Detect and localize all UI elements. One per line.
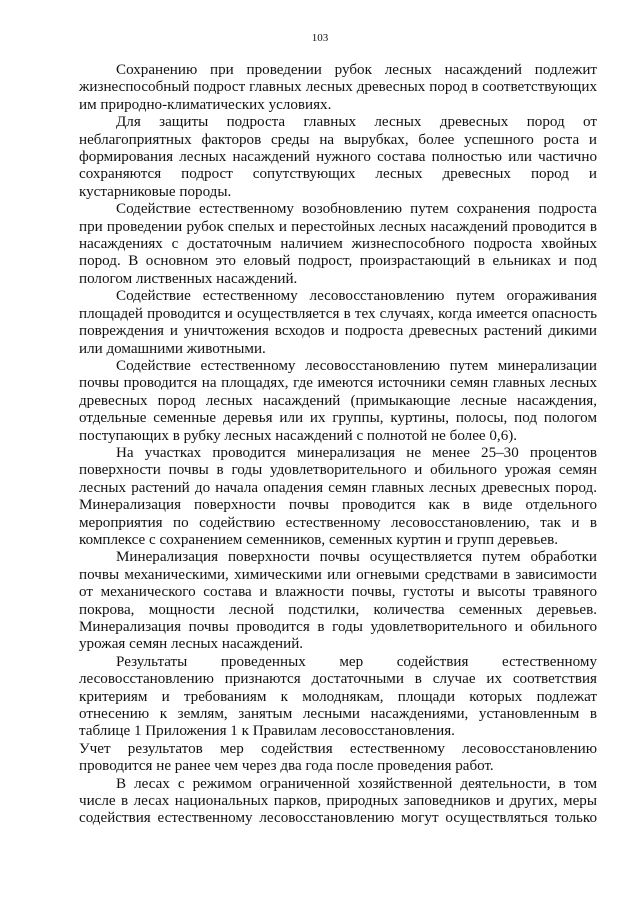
paragraph-6: На участках проводится минерализация не менее 25–30 процентов поверхности почвы в годы удовлетворительного и обильного урожая семян лесных растений до начала опадения семян главных лесных древесных пород. Минерализация поверхности почвы проводится как в виде отдельного мероприятия по содействию естественному лесовосстановлению, так и в комплексе с сохранением семенников, семенных куртин и групп деревьев. <box>79 444 597 548</box>
paragraph-1: Сохранению при проведении рубок лесных насаждений подлежит жизнеспособный подрост главных лесных древесных пород в соответствующих им природно-климатических условиях. <box>79 62 597 113</box>
paragraph-4: Содействие естественному лесовосстановлению путем огораживания площадей проводится и осуществляется в тех случаях, когда имеется опасность повреждения и уничтожения всходов и подроста древесных растений дикими или домашними животными. <box>79 288 597 357</box>
paragraph-3: Содействие естественному возобновлению путем сохранения подроста при проведении рубок спелых и перестойных лесных насаждений проводится в насаждениях с достаточным наличием жизнеспособного подроста хвойных пород. В основном это еловый подрост, произрастающий в ельниках и под пологом лиственных насаждений. <box>79 201 597 287</box>
document-body <box>79 62 597 828</box>
paragraph-7: Минерализация поверхности почвы осуществляется путем обработки почвы механическими, химическими или огневыми средствами в зависимости от механического состава и влажности почвы, густоты и высоты травяного покрова, мощности лесной подстилки, количества семенных деревьев. Минерализация почвы проводится в годы удовлетворительного и обильного урожая семян лесных насаждений. <box>79 549 597 653</box>
page-number: 103 <box>311 32 329 44</box>
paragraph-8: Результаты проведенных мер содействия естественному лесовосстановлению признаются достаточными в случае их соответствия критериям и требованиям к молоднякам, площади которых подлежат отнесению к землям, занятым лесными насаждениями, установленным в таблице 1 Приложения 1 к Правилам лесовосстановления. <box>79 653 597 740</box>
paragraph-10: В лесах с режимом ограниченной хозяйственной деятельности, в том числе в лесах национальных парков, природных заповедников и других, меры содействия естественному лесовосстановлению могут осуществляться только <box>79 775 597 827</box>
paragraph-9: Учет результатов мер содействия естественному лесовосстановлению проводится не ранее чем через два года после проведения работ. <box>79 740 597 775</box>
paragraph-5: Содействие естественному лесовосстановлению путем минерализации почвы проводится на площадях, где имеются источники семян главных лесных древесных пород лесных насаждений (примыкающие лесные насаждения, отдельные семенные деревья или их группы, куртины, полосы, под пологом поступающих в рубку лесных насаждений с полнотой не более 0,6). <box>79 357 597 444</box>
paragraph-2: Для защиты подроста главных лесных древесных пород от неблагоприятных факторов среды на вырубках, более успешного роста и формирования лесных насаждений нужного состава полностью или частично сохраняются подрост сопутствующих лесных древесных пород и кустарниковые породы. <box>79 114 597 200</box>
